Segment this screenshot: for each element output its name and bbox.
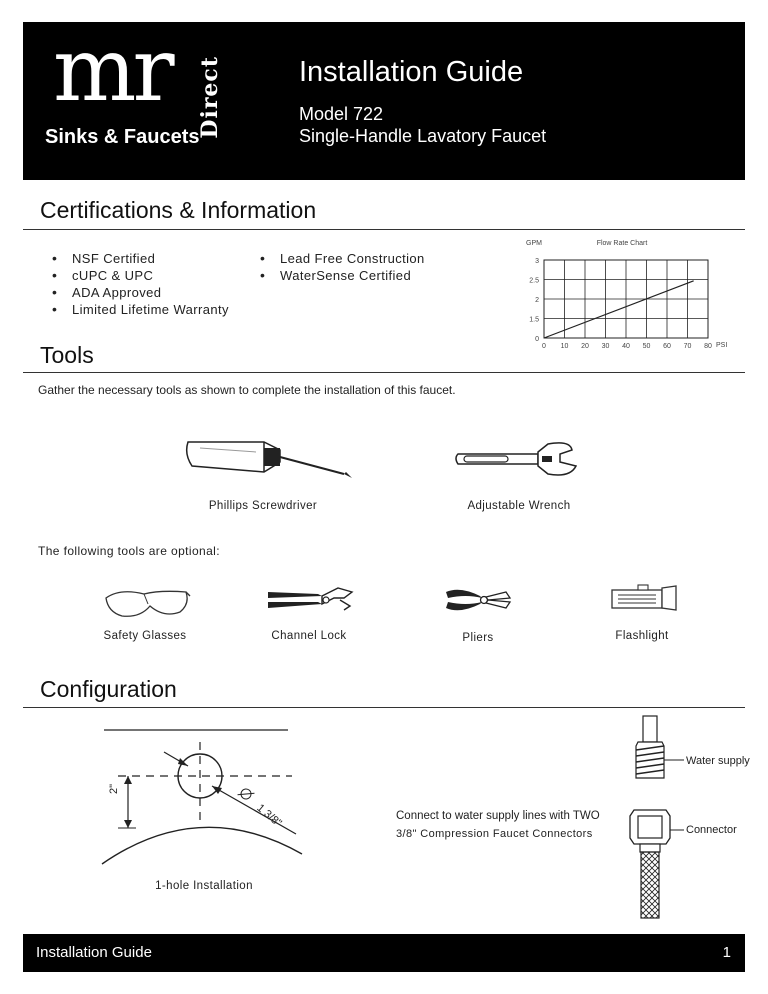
section-divider — [23, 707, 745, 708]
flow-rate-chart-svg — [518, 236, 740, 352]
footer-bar — [23, 934, 745, 972]
dimension-height: 2" — [108, 783, 120, 794]
pliers-icon — [440, 584, 516, 616]
tools-heading: Tools — [40, 342, 94, 368]
screwdriver-icon — [180, 428, 360, 484]
product-name: Single-Handle Lavatory Faucet — [299, 126, 547, 146]
list-item: • cUPC & UPC — [46, 267, 229, 284]
chart-x-tick-label: 20 — [581, 343, 589, 350]
tool-caption: Safety Glasses — [103, 630, 187, 642]
chart-x-axis-label: PSI — [716, 342, 728, 349]
list-item: • WaterSense Certified — [254, 267, 425, 284]
list-item: • Limited Lifetime Warranty — [46, 301, 229, 318]
certification-list-2 — [254, 250, 425, 284]
chart-y-axis-label: GPM — [526, 240, 542, 247]
label-connector: Connector — [686, 824, 737, 836]
flow-rate-chart — [518, 236, 740, 352]
section-divider — [23, 229, 745, 230]
header-banner — [23, 18, 745, 180]
model-number: Model 722 — [299, 104, 384, 124]
list-item: • Lead Free Construction — [254, 250, 425, 267]
flashlight-icon — [608, 584, 682, 612]
chart-y-tick-label: 0 — [535, 336, 539, 343]
guide-title: Installation Guide — [299, 56, 524, 88]
chart-x-tick-label: 0 — [542, 343, 546, 350]
chart-y-tick-label: 2.5 — [529, 277, 539, 285]
logo-mr: mr — [53, 18, 171, 121]
brand-logo — [45, 18, 245, 168]
safety-glasses-icon — [100, 584, 192, 620]
tool-caption: Phillips Screwdriver — [208, 500, 318, 512]
optional-tools-intro: The following tools are optional: — [38, 544, 220, 558]
chart-y-tick-label: 3 — [535, 258, 539, 265]
connect-instruction: Connect to water supply lines with TWO — [396, 810, 600, 822]
list-item: • NSF Certified — [46, 250, 229, 267]
adjustable-wrench-icon — [452, 436, 580, 482]
chart-x-tick-label: 80 — [704, 343, 712, 350]
chart-y-tick-label: 2 — [535, 297, 539, 304]
certification-list-1 — [46, 250, 229, 318]
configuration-heading: Configuration — [40, 676, 177, 702]
chart-title: Flow Rate Chart — [596, 240, 648, 247]
dimension-hole: 1 3/8" — [254, 802, 284, 830]
label-water-supply: Water supply — [686, 755, 750, 767]
list-item: • ADA Approved — [46, 284, 229, 301]
chart-x-tick-label: 30 — [601, 343, 610, 350]
one-hole-diagram — [96, 724, 316, 870]
tool-caption: Flashlight — [615, 630, 669, 642]
page-number: 1 — [722, 944, 731, 961]
channel-lock-icon — [264, 582, 358, 616]
footer-title: Installation Guide — [36, 944, 152, 961]
logo-direct: Direct — [197, 56, 223, 139]
connector-spec: 3/8" Compression Faucet Connectors — [396, 828, 593, 840]
tool-caption: Adjustable Wrench — [467, 500, 571, 512]
chart-y-tick-label: 1.5 — [529, 316, 539, 324]
tool-caption: Channel Lock — [271, 630, 347, 642]
tool-caption: Pliers — [462, 632, 494, 644]
chart-x-tick-label: 60 — [663, 343, 671, 350]
certifications-heading: Certifications & Information — [40, 197, 317, 223]
supply-connector-diagram — [628, 712, 692, 922]
chart-x-tick-label: 70 — [683, 343, 692, 350]
section-divider — [23, 372, 745, 373]
chart-x-tick-label: 40 — [622, 343, 630, 350]
chart-x-tick-label: 10 — [560, 343, 569, 350]
hole-caption: 1-hole Installation — [155, 880, 253, 892]
chart-series-line — [544, 281, 694, 338]
logo-tagline: Sinks & Faucets — [45, 126, 200, 148]
tools-intro: Gather the necessary tools as shown to complete the installation of this faucet. — [38, 383, 456, 397]
chart-x-tick-label: 50 — [642, 343, 651, 350]
